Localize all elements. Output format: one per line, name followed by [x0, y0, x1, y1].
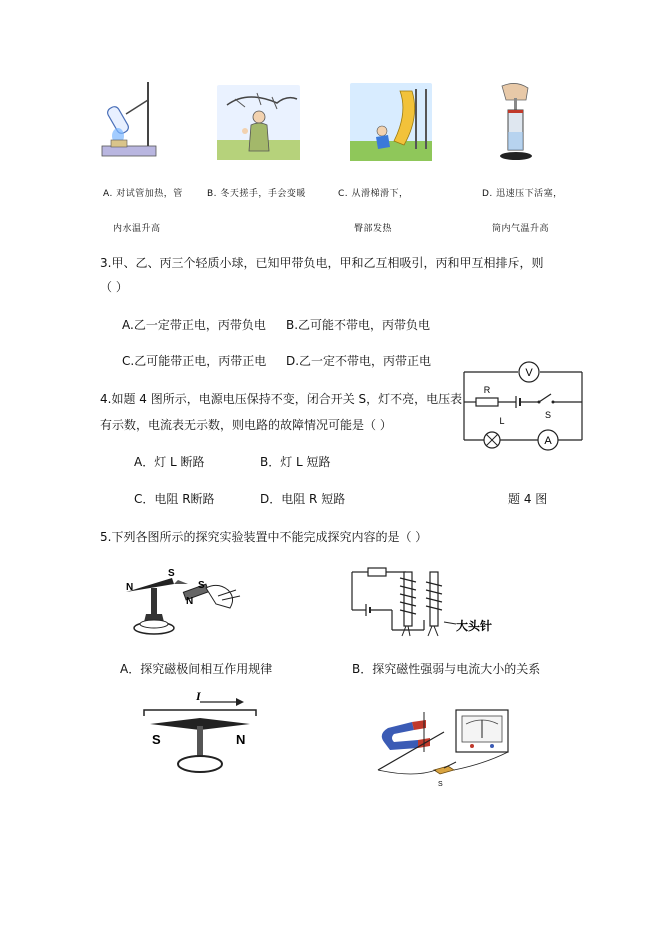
switch-label: S — [544, 410, 552, 420]
voltmeter-label: V — [525, 367, 533, 379]
q4-option-a: A．灯 L 断路 — [134, 455, 205, 469]
compass-n-label: N — [236, 732, 246, 747]
q4-stem-line1: 4.如题 4 图所示，电源电压保持不变，闭合开关 S，灯不亮，电压表 — [100, 392, 463, 406]
compass-s-label: S — [152, 732, 161, 747]
q4-figure-caption: 题 4 图 — [508, 492, 548, 506]
current-i-label: I — [196, 689, 201, 703]
lamp-label: L — [499, 416, 505, 426]
caption-c-line2: 臀部发热 — [354, 224, 393, 234]
q5-caption-a: A．探究磁极间相互作用规律 — [120, 662, 273, 676]
switch-icon — [539, 394, 551, 402]
q3-option-b: B.乙可能不带电，丙带负电 — [286, 318, 431, 332]
q5-stem: 5.下列各图所示的探究实验装置中不能完成探究内容的是（ ） — [100, 530, 428, 544]
q5-figure-a-magnets — [118, 568, 258, 640]
picture-b-rubbing-hands-winter — [217, 85, 300, 160]
needle-s-label: S — [168, 568, 175, 579]
picture-a-heating-test-tube — [98, 82, 160, 164]
caption-c-line1: C. 从滑梯滑下， — [338, 189, 409, 199]
q3-option-a: A.乙一定带正电，丙带负电 — [122, 318, 266, 332]
caption-a-line2: 内水温升高 — [113, 224, 161, 234]
q4-option-b: B．灯 L 短路 — [260, 455, 331, 469]
ammeter-label: A — [544, 435, 552, 447]
q5-figure-c-current-compass — [140, 688, 260, 778]
pin-label: 大头针 — [456, 619, 493, 633]
q5-figure-d-induction — [374, 708, 514, 792]
switch-s-label: S — [438, 781, 443, 788]
resistor-label: R — [483, 385, 491, 395]
q3-option-d: D.乙一定不带电，丙带正电 — [286, 354, 432, 368]
q3-answer-paren: （ ） — [100, 280, 128, 294]
q5-caption-b: B．探究磁性强弱与电流大小的关系 — [352, 662, 541, 676]
needle-n-label: N — [126, 582, 134, 593]
caption-d-line2: 筒内气温升高 — [492, 224, 550, 234]
bar-magnet-n-label: N — [186, 596, 194, 607]
q4-stem-line2: 有示数，电流表无示数，则电路的故障情况可能是（ ） — [100, 418, 392, 432]
q3-stem: 3.甲、乙、丙三个轻质小球，已知甲带负电，甲和乙互相吸引，丙和甲互相排斥，则 — [100, 256, 544, 270]
caption-d-line1: D. 迅速压下活塞， — [482, 189, 563, 199]
resistor-icon — [476, 398, 498, 406]
q5-figure-b-electromagnets — [344, 564, 494, 642]
picture-c-slide — [350, 83, 432, 161]
caption-a-line1: A. 对试管加热，管 — [103, 189, 183, 199]
q4-circuit-diagram — [458, 358, 588, 453]
q4-option-c: C．电阻 R断路 — [134, 492, 215, 506]
q4-option-d: D．电阻 R 短路 — [260, 492, 346, 506]
caption-b-line1: B. 冬天搓手，手会变暖 — [207, 189, 306, 199]
picture-d-piston-pump — [494, 82, 538, 164]
bar-magnet-s-label: S — [198, 580, 205, 591]
q3-option-c: C.乙可能带正电，丙带正电 — [122, 354, 267, 368]
